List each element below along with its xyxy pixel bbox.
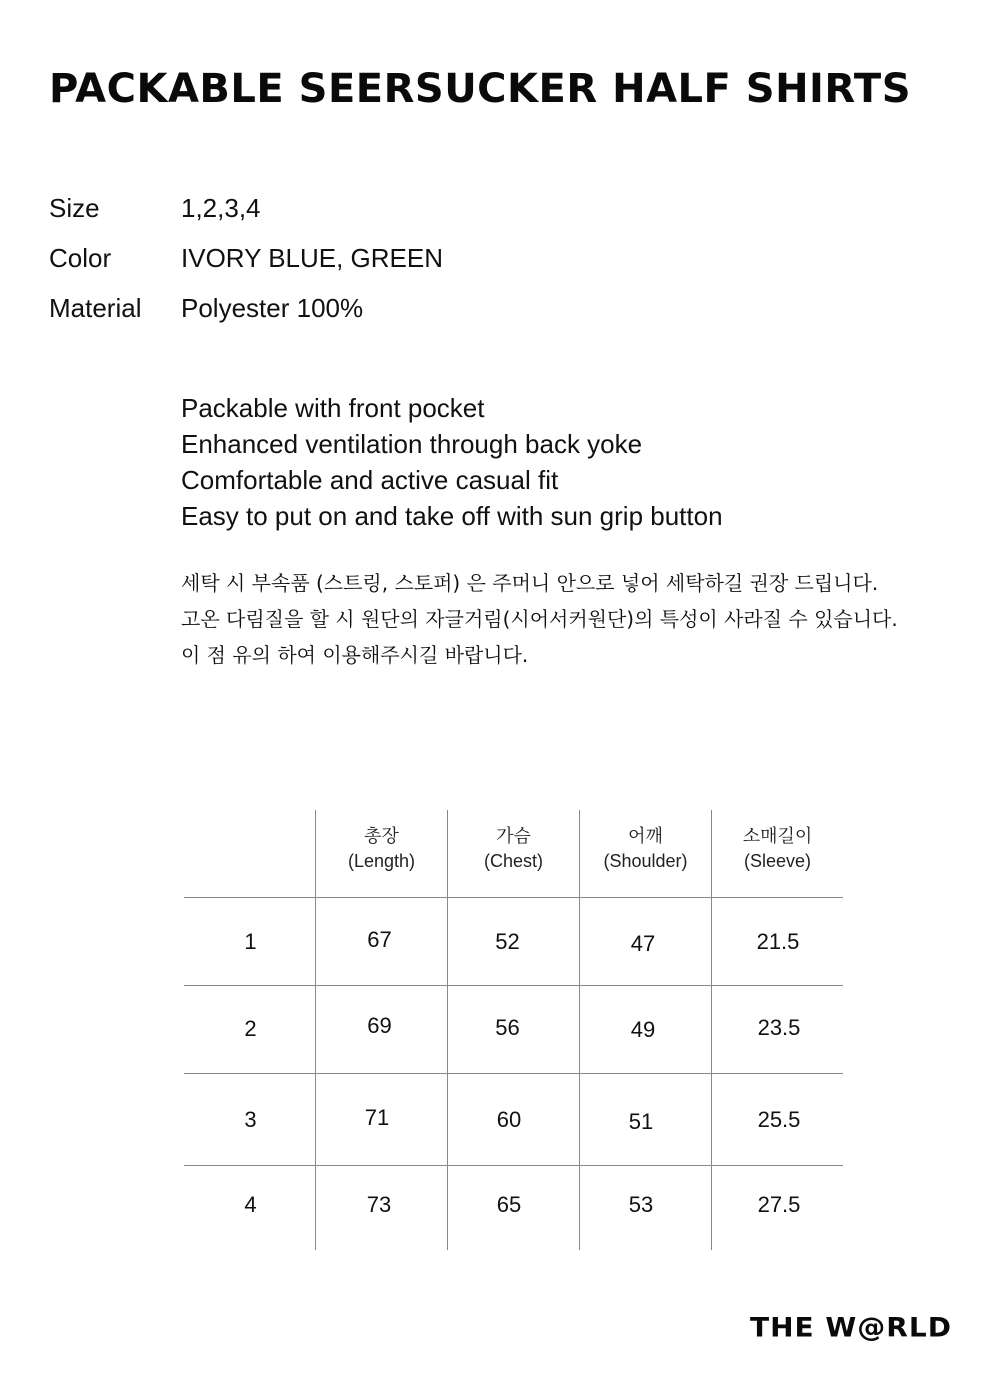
table-cell: 51 [628,1109,654,1134]
column-header-chest [448,824,579,874]
size-label: 1 [244,929,257,954]
spec-row-material [49,283,443,333]
table-cell: 25.5 [757,1107,801,1132]
spec-label: Size [49,192,100,223]
table-divider [184,897,843,898]
table-cell: 23.5 [757,1015,801,1040]
spec-row-size [49,183,443,233]
table-cell: 73 [366,1192,392,1217]
column-header-shoulder [580,824,711,874]
table-divider [184,985,843,986]
table-cell: 69 [367,1013,392,1038]
table-cell: 21.5 [756,929,800,954]
table-cell: 65 [496,1192,522,1217]
feature-item: Easy to put on and take off with sun grip button [181,501,723,531]
spec-value: Polyester 100% [181,292,364,323]
feature-list [181,390,723,534]
product-title: PACKABLE SEERSUCKER HALF SHIRTS [49,66,912,112]
table-cell: 60 [496,1107,522,1132]
table-cell: 52 [495,929,520,954]
header-en: (Shoulder) [603,851,688,871]
size-label: 2 [244,1016,257,1041]
size-table [184,810,843,1250]
header-en: (Length) [347,851,416,871]
column-header-sleeve [712,824,843,874]
spec-label: Color [49,242,112,273]
feature-item: Packable with front pocket [181,393,485,423]
care-note-line: 고온 다림질을 할 시 원단의 자글거림(시어서커원단)의 특성이 사라질 수 있습니다. [181,607,898,631]
spec-value: 1,2,3,4 [181,192,261,223]
table-cell: 27.5 [757,1192,801,1217]
care-notes [181,565,898,673]
header-ko: 총장 [364,826,399,846]
spec-value: IVORY BLUE, GREEN [181,242,444,273]
table-divider [184,1165,843,1166]
care-note-line: 이 점 유의 하여 이용해주시길 바랍니다. [181,643,529,667]
size-label: 3 [244,1107,257,1132]
table-cell: 53 [628,1192,654,1217]
table-cell: 67 [367,927,392,952]
feature-item: Comfortable and active casual fit [181,465,559,495]
table-cell: 71 [364,1105,390,1130]
header-ko: 가슴 [496,826,531,846]
brand-logo: THE W@RLD [750,1311,952,1344]
table-divider [184,1073,843,1074]
header-en: (Chest) [483,851,543,871]
spec-list [49,183,443,333]
column-header-length [316,824,447,874]
care-note-line: 세탁 시 부속품 (스트링, 스토퍼) 은 주머니 안으로 넣어 세탁하길 권장 드립니다. [181,571,879,595]
table-cell: 47 [630,931,656,956]
header-ko: 소매길이 [742,826,813,846]
spec-row-color [49,233,443,283]
table-cell: 49 [630,1017,656,1042]
size-label: 4 [244,1192,257,1217]
table-cell: 56 [495,1015,520,1040]
feature-item: Enhanced ventilation through back yoke [181,429,643,459]
header-en: (Sleeve) [743,851,812,871]
spec-label: Material [49,292,142,323]
header-ko: 어깨 [628,826,663,846]
